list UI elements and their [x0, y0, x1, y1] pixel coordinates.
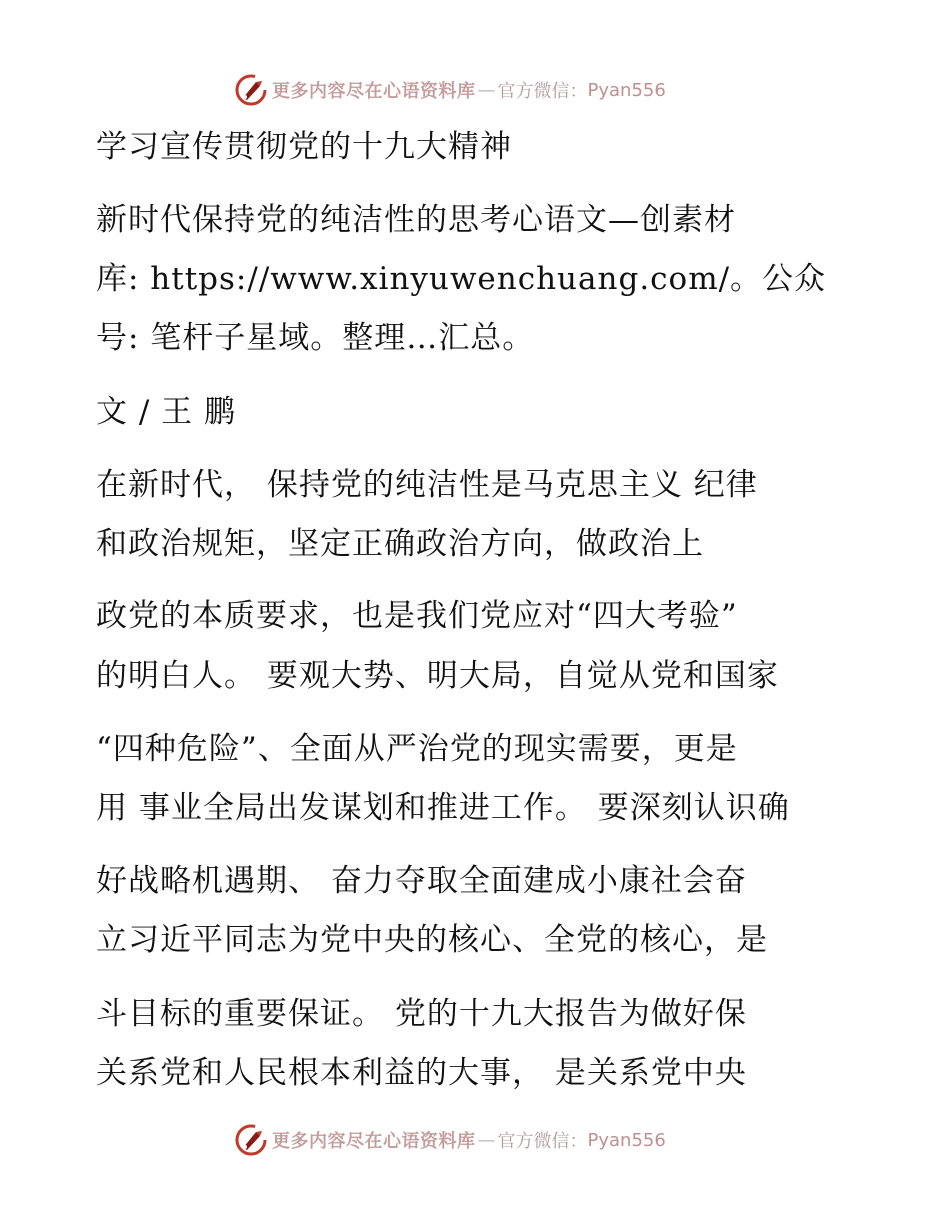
doc-line: 号: 笔杆子星域。整理…汇总。	[96, 320, 535, 356]
brand-text: 更多内容尽在心语资料库	[272, 1131, 476, 1152]
doc-line: 用 事业全局出发谋划和推进工作。 要深刻认识确	[96, 790, 790, 826]
doc-line: 和政治规矩，坚定正确政治方向，做政治上	[96, 526, 704, 562]
banner-separator: —	[477, 1129, 496, 1151]
wechat-label: 官方微信：	[497, 1131, 588, 1152]
doc-line: 斗目标的重要保证。 党的十九大报告为做好保	[96, 996, 747, 1032]
wechat-id: Pyan556	[587, 1129, 666, 1151]
header-banner	[234, 73, 714, 107]
doc-line: 好战略机遇期、 奋力夺取全面建成小康社会奋	[96, 863, 747, 899]
footer-banner	[234, 1123, 714, 1157]
brand-logo-icon	[234, 73, 268, 107]
banner-separator: —	[477, 79, 496, 101]
doc-line: 在新时代， 保持党的纯洁性是马克思主义 纪律	[96, 467, 758, 503]
doc-title: 学习宣传贯彻党的十九大精神	[96, 129, 512, 165]
doc-line: 政党的本质要求，也是我们党应对“四大考验”	[96, 598, 738, 634]
doc-line: “四种危险”、全面从严治党的现实需要，更是	[96, 731, 738, 767]
doc-author: 文 / 王 鹏	[96, 394, 237, 430]
brand-logo-icon	[234, 1123, 268, 1157]
doc-line: 的明白人。 要观大势、明大局，自觉从党和国家	[96, 658, 779, 694]
doc-line: 立习近平同志为党中央的核心、全党的核心，是	[96, 922, 768, 958]
doc-line: 新时代保持党的纯洁性的思考心语文—创素材	[96, 202, 736, 238]
wechat-label: 官方微信：	[497, 81, 588, 102]
doc-line: 关系党和人民根本利益的大事， 是关系党中央	[96, 1055, 747, 1091]
wechat-id: Pyan556	[587, 79, 666, 101]
doc-line: 库: https://www.xinyuwenchuang.com/。公众	[96, 261, 827, 297]
brand-text: 更多内容尽在心语资料库	[272, 81, 476, 102]
